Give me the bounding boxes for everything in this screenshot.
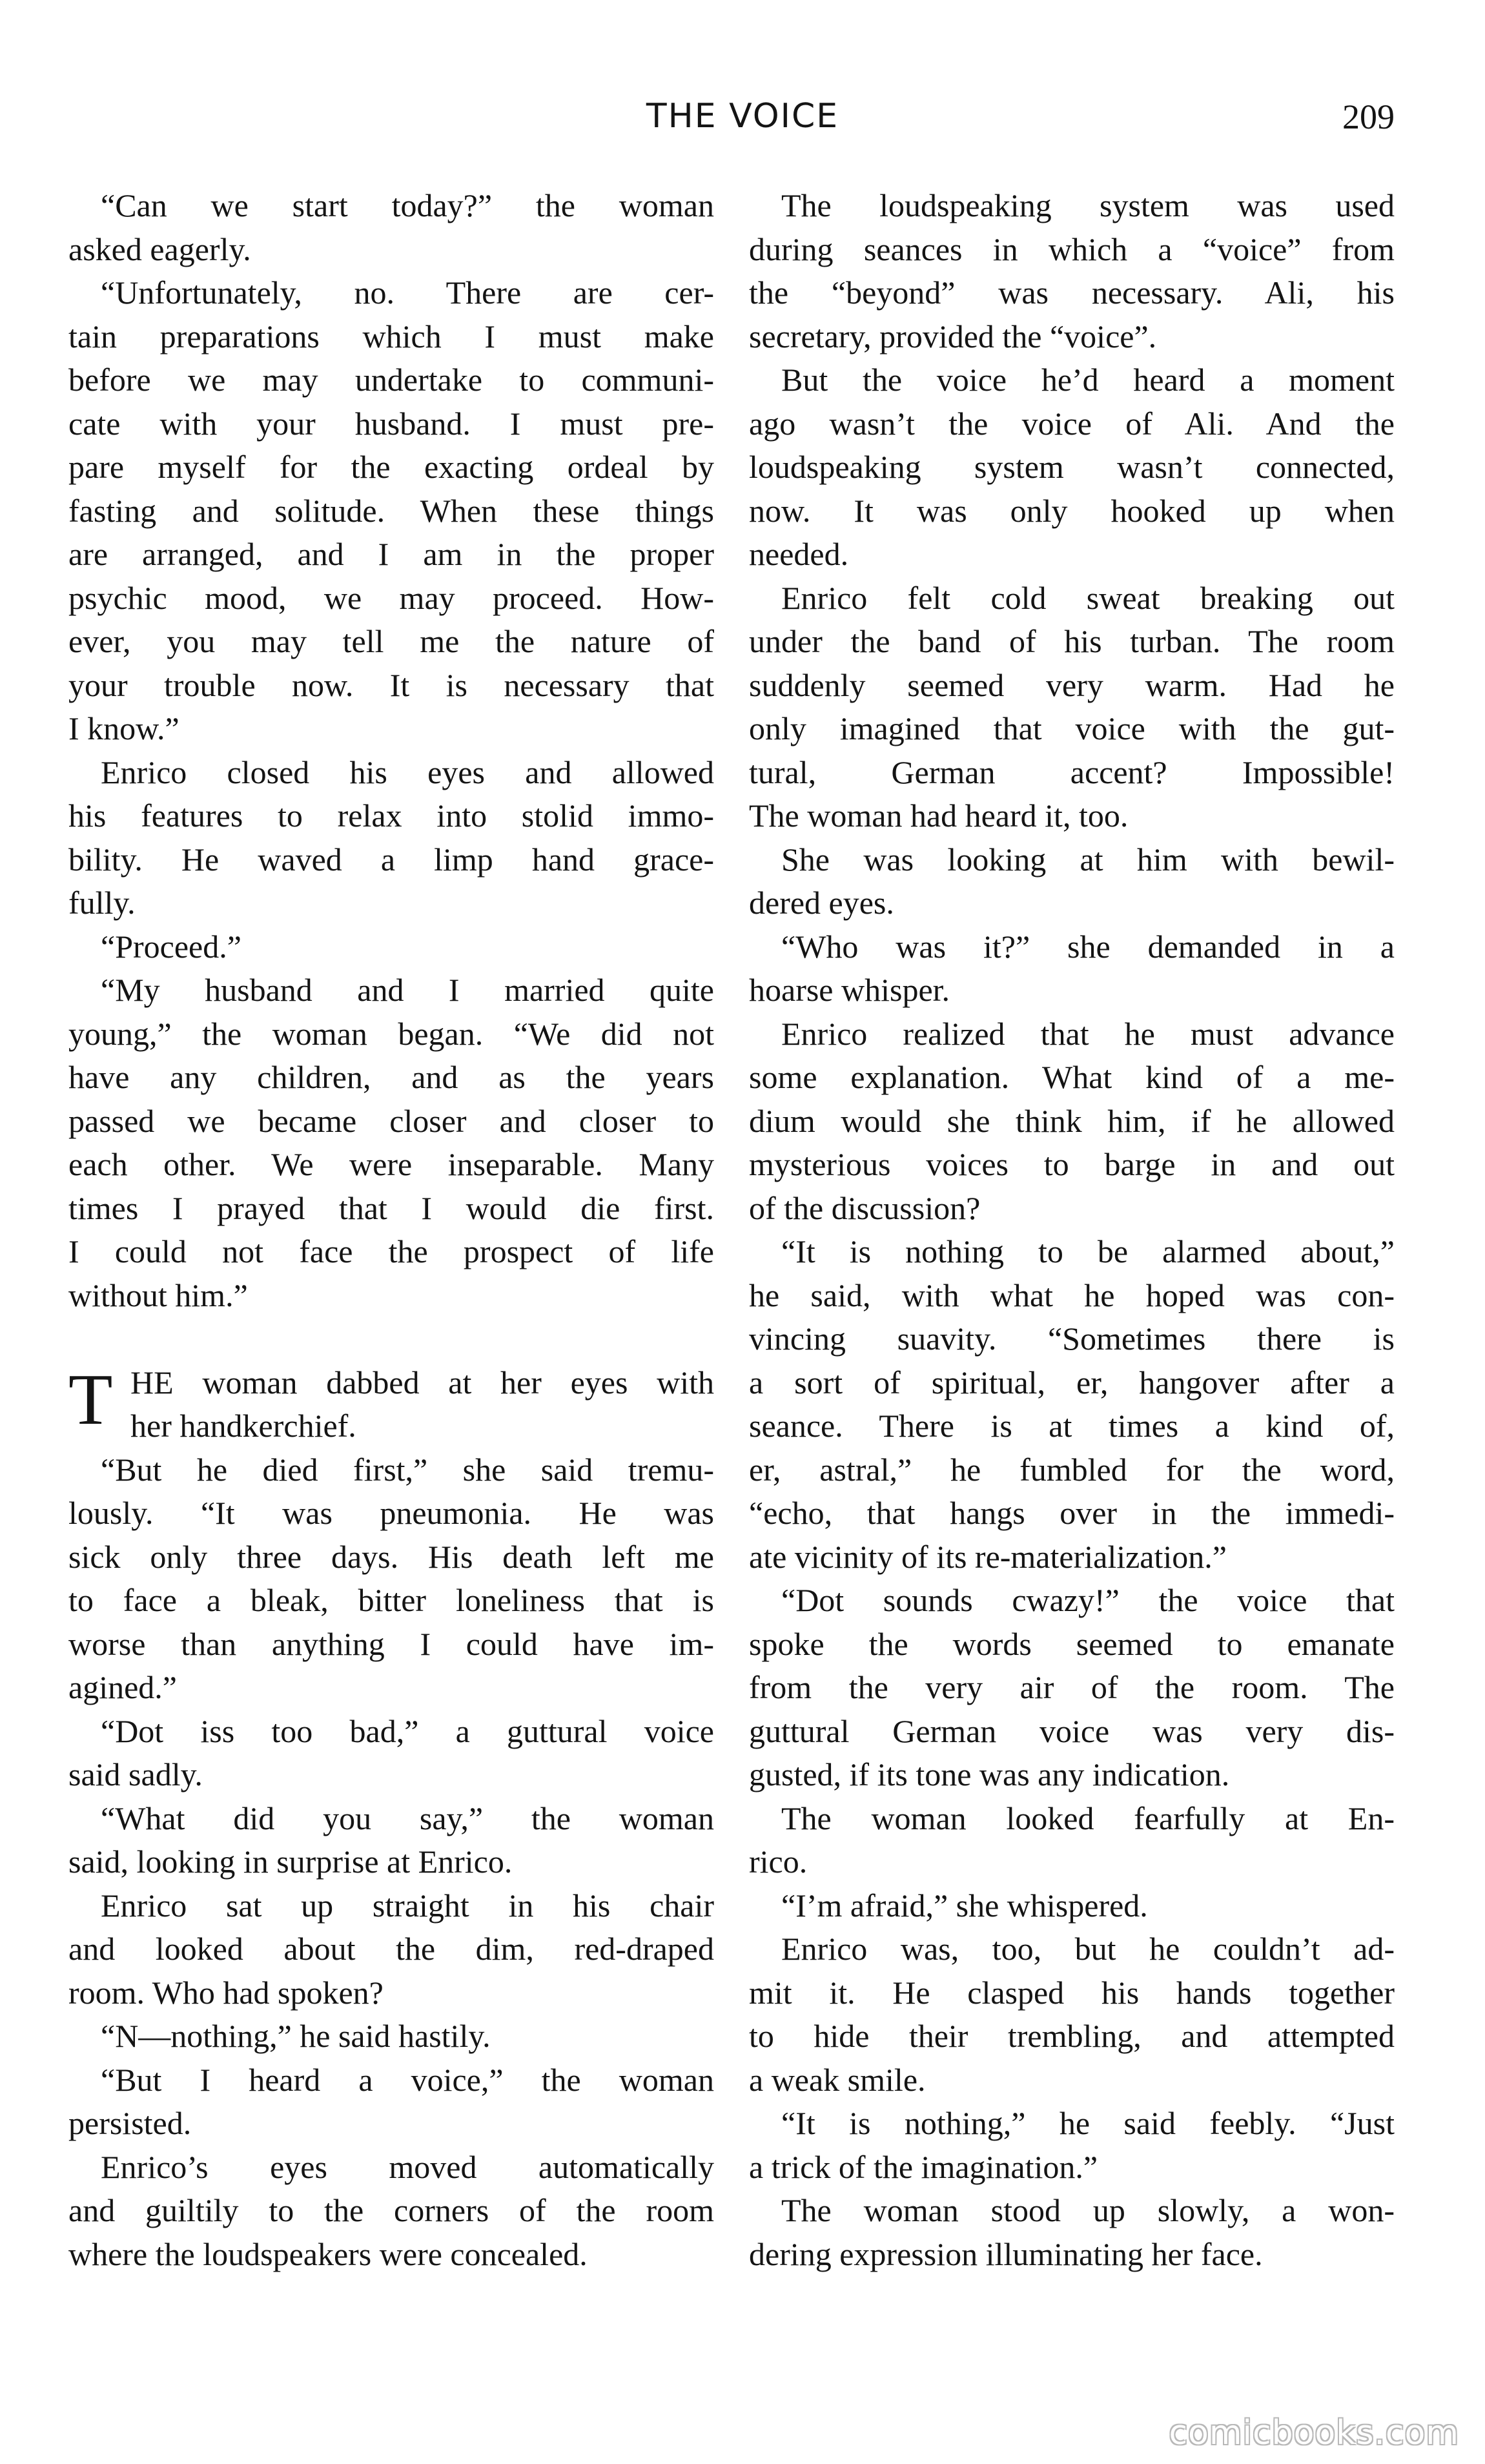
text-line: needed.: [749, 536, 849, 572]
text-line: dered eyes.: [749, 885, 894, 921]
text-line: dium would she think him, if he allowed: [749, 1102, 1395, 1139]
text-line: psychic mood, we may proceed. How-: [68, 579, 714, 616]
text-line: times I prayed that I would die first.: [68, 1189, 714, 1226]
drop-cap: T: [68, 1359, 113, 1440]
text-line: “Who was it?” she demanded in a: [781, 928, 1395, 965]
text-line: “But I heard a voice,” the woman: [101, 2061, 714, 2098]
text-line: “I’m afraid,” she whispered.: [781, 1887, 1148, 1924]
chapter-title: THE VOICE: [646, 97, 839, 136]
text-line: Enrico sat up straight in his chair: [101, 1887, 714, 1924]
text-line: guttural German voice was very dis-: [749, 1712, 1395, 1749]
text-line: loudspeaking system wasn’t connected,: [749, 449, 1395, 485]
text-line: “Can we start today?” the woman: [101, 187, 714, 223]
text-line: Enrico was, too, but he couldn’t ad-: [781, 1931, 1395, 1967]
text-line: said sadly.: [68, 1756, 203, 1792]
text-line: passed we became closer and closer to: [68, 1102, 714, 1139]
text-line: er, astral,” he fumbled for the word,: [749, 1451, 1395, 1488]
text-line: of the discussion?: [749, 1189, 981, 1226]
text-line: to face a bleak, bitter loneliness that is: [68, 1582, 714, 1618]
text-line: are arranged, and I am in the proper: [68, 536, 714, 572]
text-line: gusted, if its tone was any indication.: [749, 1756, 1230, 1792]
text-line: spoke the words seemed to emanate: [749, 1625, 1395, 1662]
text-line: his features to relax into stolid immo-: [68, 797, 714, 834]
text-line: “echo, that hangs over in the immedi-: [749, 1495, 1395, 1531]
text-line: young,” the woman began. “We did not: [68, 1015, 714, 1052]
left-column-text-lower: [68, 1448, 714, 2277]
text-line: asked eagerly.: [68, 231, 251, 267]
text-line: worse than anything I could have im-: [68, 1625, 714, 1662]
text-line: before we may undertake to communi-: [68, 362, 714, 398]
text-line: Enrico realized that he must advance: [781, 1015, 1395, 1052]
text-line: vincing suavity. “Sometimes there is: [749, 1320, 1395, 1357]
text-line: lously. “It was pneumonia. He was: [68, 1495, 714, 1531]
text-line: “Dot iss too bad,” a guttural voice: [101, 1712, 714, 1749]
text-line: under the band of his turban. The room: [749, 623, 1395, 659]
text-line: ago wasn’t the voice of Ali. And the: [749, 405, 1395, 442]
text-line: and guiltily to the corners of the room: [68, 2192, 714, 2228]
text-line: Enrico felt cold sweat breaking out: [781, 579, 1395, 616]
text-line: “Dot sounds cwazy!” the voice that: [781, 1582, 1395, 1618]
drop-cap-paragraph: [68, 1361, 714, 1448]
text-line: tural, German accent? Impossible!: [749, 754, 1395, 790]
text-line: now. It was only hooked up when: [749, 492, 1395, 529]
text-line: I know.”: [68, 710, 179, 746]
text-line: The woman looked fearfully at En-: [781, 1800, 1395, 1836]
page-number: 209: [1342, 98, 1395, 136]
left-column-text-upper: [68, 184, 714, 1317]
text-line: I could not face the prospect of life: [68, 1233, 714, 1269]
running-head: [0, 97, 1485, 149]
text-line: the “beyond” was necessary. Ali, his: [749, 274, 1395, 311]
text-line: “It is nothing,” he said feebly. “Just: [781, 2105, 1395, 2141]
text-line: her handkerchief.: [130, 1408, 356, 1444]
text-line: persisted.: [68, 2105, 192, 2141]
text-line: “Proceed.”: [101, 928, 241, 965]
section-break: [68, 1317, 714, 1361]
text-line: a trick of the imagination.”: [749, 2148, 1098, 2185]
text-line: said, looking in surprise at Enrico.: [68, 1843, 513, 1880]
text-line: HE woman dabbed at her eyes with: [130, 1364, 714, 1401]
text-line: hoarse whisper.: [749, 972, 950, 1008]
text-line: agined.”: [68, 1669, 177, 1705]
right-column-text: [749, 184, 1395, 2276]
right-column: [749, 184, 1395, 2276]
text-line: and looked about the dim, red-draped: [68, 1931, 714, 1967]
text-line: each other. We were inseparable. Many: [68, 1146, 714, 1182]
text-line: pare myself for the exacting ordeal by: [68, 449, 714, 485]
text-line: to hide their trembling, and attempted: [749, 2018, 1395, 2054]
text-line: suddenly seemed very warm. Had he: [749, 666, 1395, 703]
text-line: The woman had heard it, too.: [749, 797, 1129, 834]
text-line: “It is nothing to be alarmed about,”: [781, 1233, 1395, 1269]
text-line: seance. There is at times a kind of,: [749, 1408, 1395, 1444]
text-line: “Unfortunately, no. There are cer-: [101, 274, 714, 311]
text-line: ever, you may tell me the nature of: [68, 623, 714, 659]
text-line: mysterious voices to barge in and out: [749, 1146, 1395, 1182]
text-line: She was looking at him with bewil-: [781, 841, 1395, 878]
text-line: The loudspeaking system was used: [781, 187, 1395, 223]
text-line: The woman stood up slowly, a won-: [781, 2192, 1395, 2228]
text-line: where the loudspeakers were concealed.: [68, 2235, 588, 2272]
site-watermark: comicbooks.com: [1169, 2414, 1459, 2452]
text-line: a sort of spiritual, er, hangover after a: [749, 1364, 1395, 1401]
text-line: “N—nothing,” he said hastily.: [101, 2018, 491, 2054]
text-line: fully.: [68, 885, 136, 921]
text-line: “But he died first,” she said tremu-: [101, 1451, 714, 1488]
text-line: cate with your husband. I must pre-: [68, 405, 714, 442]
text-line: sick only three days. His death left me: [68, 1538, 714, 1575]
text-line: “My husband and I married quite: [101, 972, 714, 1008]
text-line: ate vicinity of its re-materialization.”: [749, 1538, 1227, 1575]
text-line: But the voice he’d heard a moment: [781, 362, 1395, 398]
text-line: dering expression illuminating her face.: [749, 2235, 1263, 2272]
text-line: have any children, and as the years: [68, 1059, 714, 1095]
text-line: bility. He waved a limp hand grace-: [68, 841, 714, 878]
text-line: during seances in which a “voice” from: [749, 231, 1395, 267]
text-line: your trouble now. It is necessary that: [68, 666, 714, 703]
text-line: some explanation. What kind of a me-: [749, 1059, 1395, 1095]
text-line: “What did you say,” the woman: [101, 1800, 714, 1836]
text-line: Enrico closed his eyes and allowed: [101, 754, 714, 790]
text-line: from the very air of the room. The: [749, 1669, 1395, 1705]
text-line: fasting and solitude. When these things: [68, 492, 714, 529]
text-line: room. Who had spoken?: [68, 1974, 384, 2011]
text-line: a weak smile.: [749, 2061, 926, 2098]
text-line: he said, with what he hoped was con-: [749, 1277, 1395, 1313]
text-line: mit it. He clasped his hands together: [749, 1974, 1395, 2011]
text-line: Enrico’s eyes moved automatically: [101, 2148, 714, 2185]
text-line: secretary, provided the “voice”.: [749, 318, 1157, 354]
text-line: without him.”: [68, 1277, 248, 1313]
text-line: tain preparations which I must make: [68, 318, 714, 354]
left-column: [68, 184, 714, 2276]
text-line: rico.: [749, 1843, 808, 1880]
text-line: only imagined that voice with the gut-: [749, 710, 1395, 746]
